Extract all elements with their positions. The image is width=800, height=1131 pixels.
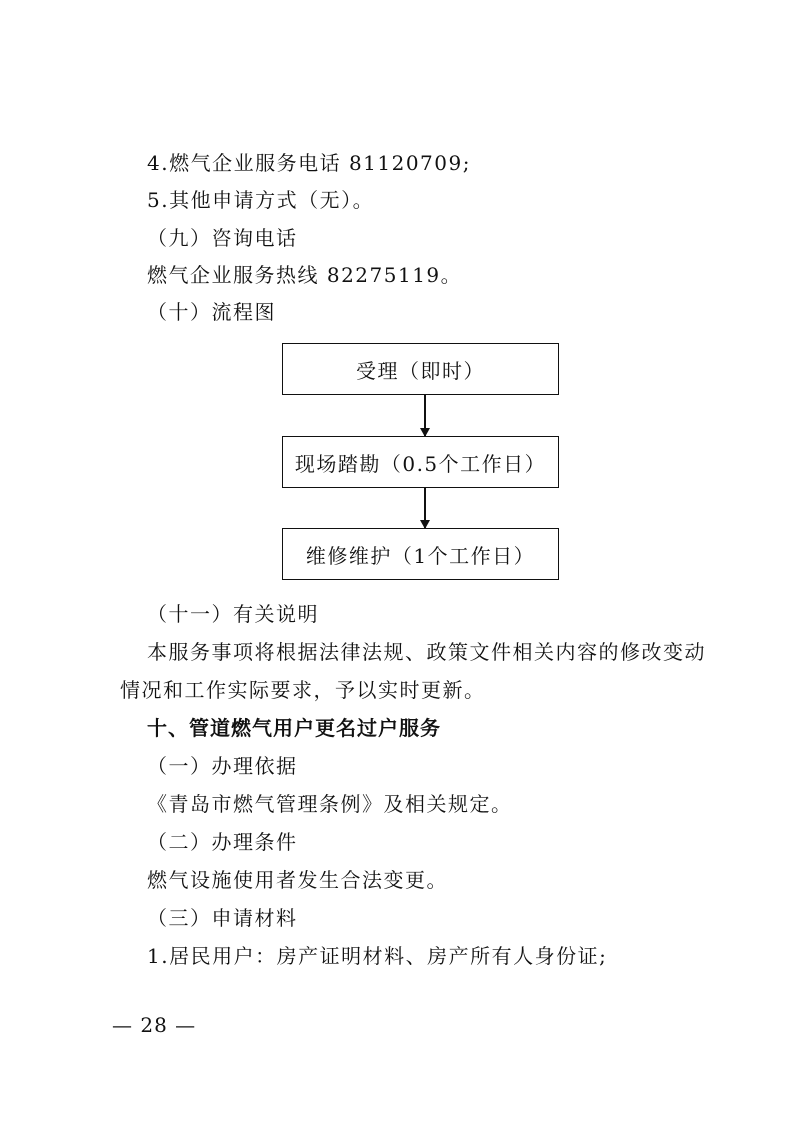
flowchart-step: 受理（即时） [282, 343, 559, 395]
text-line: 燃气设施使用者发生合法变更。 [147, 868, 448, 892]
section-subheading: （二）办理条件 [147, 830, 298, 854]
flowchart-step: 维修维护（1个工作日） [282, 528, 559, 580]
text-line: 燃气企业服务热线 82275119。 [147, 263, 463, 287]
flowchart-arrow [424, 395, 426, 436]
section-subheading: （一）办理依据 [147, 754, 298, 778]
text-line: 4.燃气企业服务电话 81120709; [147, 151, 471, 175]
text-line: 《青岛市燃气管理条例》及相关规定。 [147, 792, 513, 816]
section-subheading: （九）咨询电话 [147, 226, 298, 250]
text-line: 情况和工作实际要求，予以实时更新。 [120, 678, 486, 702]
section-subheading: （十）流程图 [147, 300, 276, 324]
page-number: — 28 — [112, 1013, 197, 1037]
text-line: 1.居民用户：房产证明材料、房产所有人身份证; [147, 944, 608, 968]
section-subheading: （三）申请材料 [147, 906, 298, 930]
text-line: 5.其他申请方式（无）。 [147, 188, 375, 212]
flowchart-step: 现场踏勘（0.5个工作日） [282, 436, 559, 488]
text-line: 本服务事项将根据法律法规、政策文件相关内容的修改变动 [147, 640, 706, 664]
section-subheading: （十一）有关说明 [147, 602, 319, 626]
section-heading: 十、管道燃气用户更名过户服务 [147, 716, 441, 740]
flowchart-arrow [424, 488, 426, 528]
